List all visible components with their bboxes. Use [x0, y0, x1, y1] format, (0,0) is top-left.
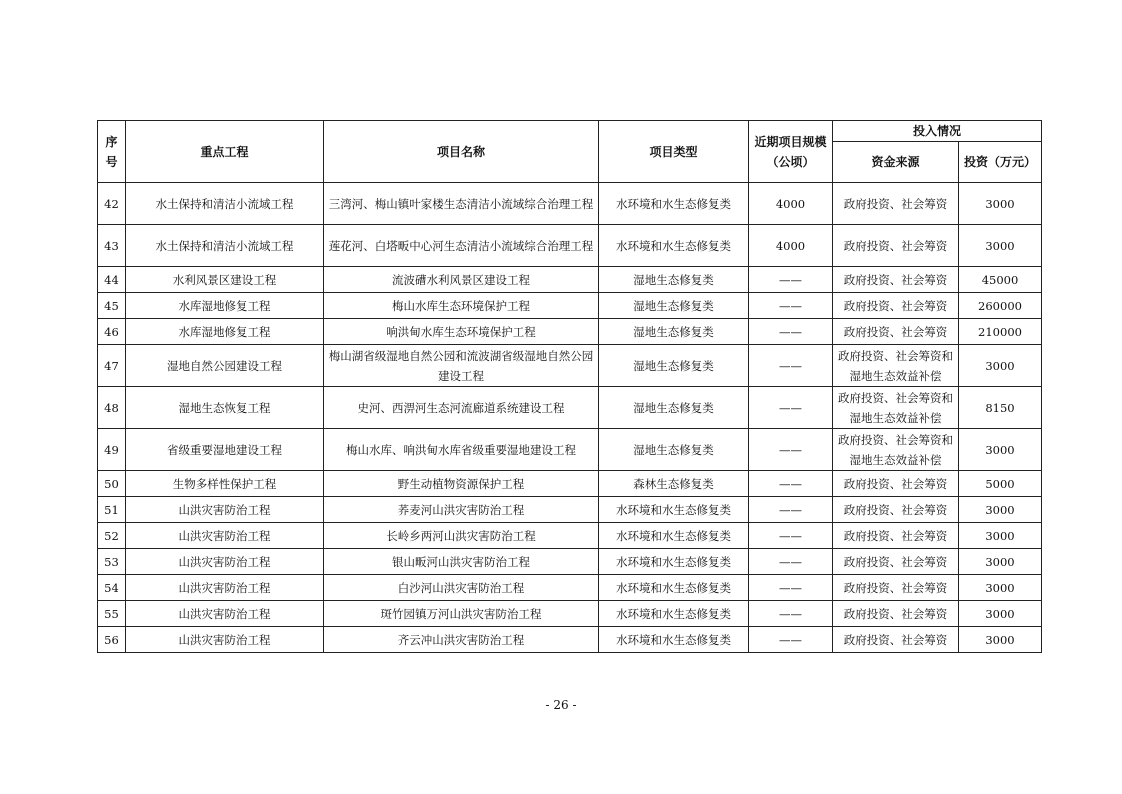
cell-key-project: 湿地生态恢复工程 — [126, 387, 324, 429]
cell-project-type: 水环境和水生态修复类 — [599, 183, 749, 225]
header-scale: 近期项目规模（公顷） — [749, 121, 833, 183]
cell-project-type: 湿地生态修复类 — [599, 319, 749, 345]
cell-scale: —— — [749, 549, 833, 575]
cell-investment: 3000 — [959, 575, 1042, 601]
header-project-type: 项目类型 — [599, 121, 749, 183]
cell-fund-source: 政府投资、社会筹资 — [833, 225, 959, 267]
cell-key-project: 湿地自然公园建设工程 — [126, 345, 324, 387]
cell-key-project: 山洪灾害防治工程 — [126, 601, 324, 627]
cell-project-name: 长岭乡两河山洪灾害防治工程 — [324, 523, 599, 549]
cell-key-project: 山洪灾害防治工程 — [126, 497, 324, 523]
cell-scale: 4000 — [749, 183, 833, 225]
cell-investment: 3000 — [959, 523, 1042, 549]
cell-project-name: 响洪甸水库生态环境保护工程 — [324, 319, 599, 345]
table-row — [98, 429, 1042, 471]
cell-project-name: 斑竹园镇万河山洪灾害防治工程 — [324, 601, 599, 627]
cell-project-type: 森林生态修复类 — [599, 471, 749, 497]
cell-scale: 4000 — [749, 225, 833, 267]
cell-project-name: 银山畈河山洪灾害防治工程 — [324, 549, 599, 575]
cell-project-name: 野生动植物资源保护工程 — [324, 471, 599, 497]
cell-fund-source: 政府投资、社会筹资 — [833, 523, 959, 549]
cell-key-project: 生物多样性保护工程 — [126, 471, 324, 497]
cell-scale: —— — [749, 497, 833, 523]
cell-project-name: 梅山水库、响洪甸水库省级重要湿地建设工程 — [324, 429, 599, 471]
cell-fund-source: 政府投资、社会筹资 — [833, 183, 959, 225]
cell-fund-source: 政府投资、社会筹资 — [833, 293, 959, 319]
cell-fund-source: 政府投资、社会筹资和湿地生态效益补偿 — [833, 387, 959, 429]
cell-seq: 45 — [98, 293, 126, 319]
table-row — [98, 523, 1042, 549]
cell-project-type: 水环境和水生态修复类 — [599, 627, 749, 653]
cell-seq: 46 — [98, 319, 126, 345]
table-row — [98, 387, 1042, 429]
cell-fund-source: 政府投资、社会筹资 — [833, 267, 959, 293]
cell-investment: 3000 — [959, 601, 1042, 627]
cell-scale: —— — [749, 627, 833, 653]
cell-investment: 3000 — [959, 183, 1042, 225]
cell-project-type: 湿地生态修复类 — [599, 293, 749, 319]
cell-seq: 50 — [98, 471, 126, 497]
cell-investment: 8150 — [959, 387, 1042, 429]
cell-scale: —— — [749, 429, 833, 471]
cell-fund-source: 政府投资、社会筹资 — [833, 627, 959, 653]
cell-investment: 260000 — [959, 293, 1042, 319]
cell-key-project: 省级重要湿地建设工程 — [126, 429, 324, 471]
table-row — [98, 497, 1042, 523]
cell-fund-source: 政府投资、社会筹资 — [833, 471, 959, 497]
cell-scale: —— — [749, 293, 833, 319]
cell-fund-source: 政府投资、社会筹资 — [833, 319, 959, 345]
cell-project-type: 湿地生态修复类 — [599, 345, 749, 387]
cell-scale: —— — [749, 345, 833, 387]
cell-seq: 44 — [98, 267, 126, 293]
cell-scale: —— — [749, 471, 833, 497]
table-row — [98, 345, 1042, 387]
table-row — [98, 293, 1042, 319]
cell-investment: 5000 — [959, 471, 1042, 497]
cell-project-name: 齐云冲山洪灾害防治工程 — [324, 627, 599, 653]
cell-investment: 210000 — [959, 319, 1042, 345]
cell-investment: 3000 — [959, 627, 1042, 653]
cell-project-type: 湿地生态修复类 — [599, 387, 749, 429]
cell-project-type: 水环境和水生态修复类 — [599, 575, 749, 601]
cell-seq: 52 — [98, 523, 126, 549]
cell-seq: 53 — [98, 549, 126, 575]
page-number: - 26 - — [545, 698, 577, 712]
cell-seq: 49 — [98, 429, 126, 471]
cell-scale: —— — [749, 601, 833, 627]
header-investment-group: 投入情况 — [833, 121, 1042, 142]
cell-investment: 3000 — [959, 225, 1042, 267]
table-row — [98, 471, 1042, 497]
cell-key-project: 山洪灾害防治工程 — [126, 523, 324, 549]
header-key-project: 重点工程 — [126, 121, 324, 183]
project-table — [97, 120, 1042, 653]
table-row — [98, 627, 1042, 653]
cell-investment: 3000 — [959, 429, 1042, 471]
cell-investment: 3000 — [959, 497, 1042, 523]
cell-scale: —— — [749, 575, 833, 601]
cell-seq: 54 — [98, 575, 126, 601]
table-row — [98, 319, 1042, 345]
cell-key-project: 水土保持和清洁小流域工程 — [126, 225, 324, 267]
cell-seq: 42 — [98, 183, 126, 225]
cell-key-project: 水库湿地修复工程 — [126, 319, 324, 345]
cell-key-project: 山洪灾害防治工程 — [126, 549, 324, 575]
table-row — [98, 549, 1042, 575]
cell-scale: —— — [749, 523, 833, 549]
cell-project-name: 史河、西淠河生态河流廊道系统建设工程 — [324, 387, 599, 429]
cell-seq: 56 — [98, 627, 126, 653]
cell-project-type: 湿地生态修复类 — [599, 429, 749, 471]
cell-key-project: 水土保持和清洁小流域工程 — [126, 183, 324, 225]
cell-project-type: 湿地生态修复类 — [599, 267, 749, 293]
cell-key-project: 山洪灾害防治工程 — [126, 575, 324, 601]
cell-project-type: 水环境和水生态修复类 — [599, 523, 749, 549]
cell-fund-source: 政府投资、社会筹资 — [833, 549, 959, 575]
header-project-name: 项目名称 — [324, 121, 599, 183]
cell-fund-source: 政府投资、社会筹资 — [833, 575, 959, 601]
cell-fund-source: 政府投资、社会筹资和湿地生态效益补偿 — [833, 345, 959, 387]
cell-scale: —— — [749, 267, 833, 293]
cell-seq: 43 — [98, 225, 126, 267]
cell-seq: 48 — [98, 387, 126, 429]
cell-seq: 47 — [98, 345, 126, 387]
table-body — [98, 183, 1042, 653]
cell-fund-source: 政府投资、社会筹资 — [833, 497, 959, 523]
cell-project-name: 梅山湖省级湿地自然公园和流波湖省级湿地自然公园建设工程 — [324, 345, 599, 387]
table-header — [98, 121, 1042, 183]
table-row — [98, 601, 1042, 627]
cell-scale: —— — [749, 387, 833, 429]
cell-fund-source: 政府投资、社会筹资和湿地生态效益补偿 — [833, 429, 959, 471]
cell-project-name: 三湾河、梅山镇叶家楼生态清洁小流域综合治理工程 — [324, 183, 599, 225]
cell-key-project: 山洪灾害防治工程 — [126, 627, 324, 653]
cell-seq: 55 — [98, 601, 126, 627]
cell-project-name: 荞麦河山洪灾害防治工程 — [324, 497, 599, 523]
cell-project-type: 水环境和水生态修复类 — [599, 601, 749, 627]
cell-project-name: 梅山水库生态环境保护工程 — [324, 293, 599, 319]
cell-investment: 3000 — [959, 345, 1042, 387]
header-fund-source: 资金来源 — [833, 142, 959, 183]
cell-scale: —— — [749, 319, 833, 345]
header-seq: 序号 — [98, 121, 126, 183]
cell-project-name: 莲花河、白塔畈中心河生态清洁小流域综合治理工程 — [324, 225, 599, 267]
cell-seq: 51 — [98, 497, 126, 523]
cell-investment: 45000 — [959, 267, 1042, 293]
table-row — [98, 183, 1042, 225]
cell-project-type: 水环境和水生态修复类 — [599, 225, 749, 267]
cell-fund-source: 政府投资、社会筹资 — [833, 601, 959, 627]
cell-project-name: 白沙河山洪灾害防治工程 — [324, 575, 599, 601]
table-row — [98, 225, 1042, 267]
cell-project-name: 流波𥕢水利风景区建设工程 — [324, 267, 599, 293]
table-row — [98, 267, 1042, 293]
cell-project-type: 水环境和水生态修复类 — [599, 497, 749, 523]
table-row — [98, 575, 1042, 601]
header-investment: 投资（万元） — [959, 142, 1042, 183]
cell-key-project: 水利风景区建设工程 — [126, 267, 324, 293]
cell-project-type: 水环境和水生态修复类 — [599, 549, 749, 575]
cell-investment: 3000 — [959, 549, 1042, 575]
cell-key-project: 水库湿地修复工程 — [126, 293, 324, 319]
